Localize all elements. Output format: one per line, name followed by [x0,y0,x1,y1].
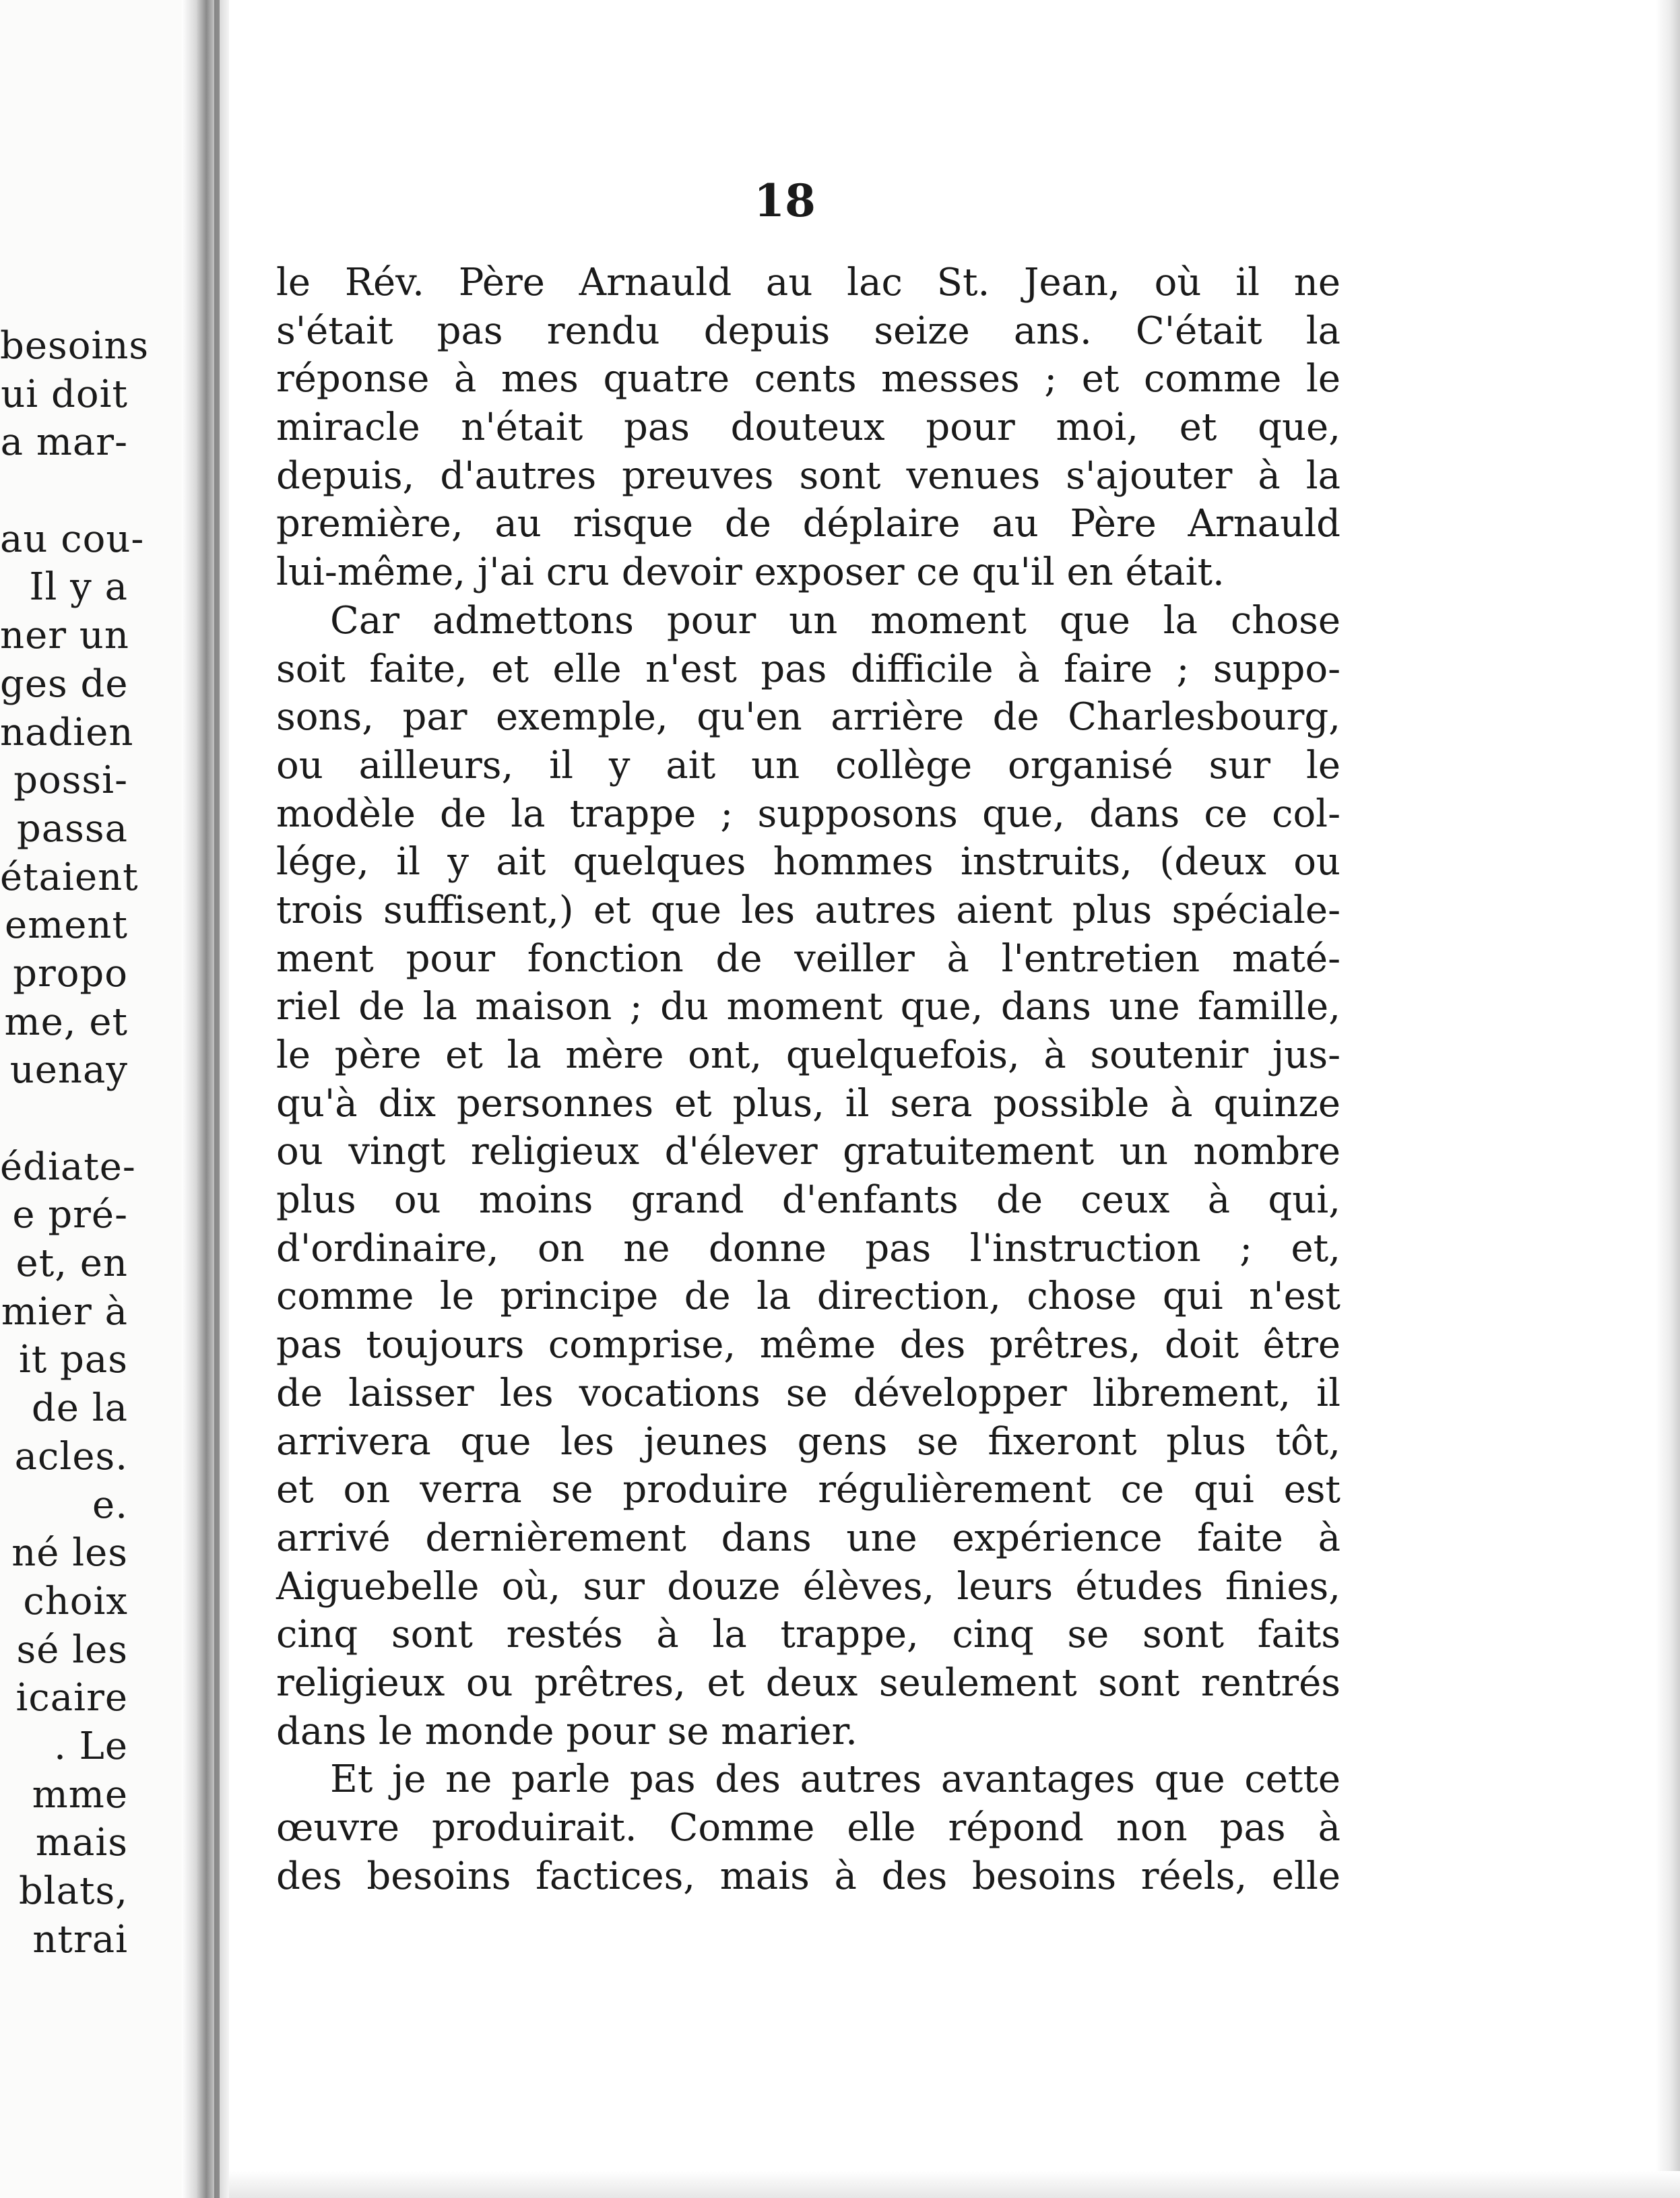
page-edge-right [1656,0,1680,2198]
left-line: de la [31,1386,128,1431]
text-line: pas toujours comprise, même des prêtres, doit être [276,1323,1340,1367]
text-line: œuvre produirait. Comme elle répond non pas à [276,1806,1340,1850]
text-line: ment pour fonction de veiller à l'entretien maté- [276,936,1340,981]
text-line: et on verra se produire régulièrement ce qui est [276,1468,1340,1512]
text-line: ou ailleurs, il y ait un collège organisé sur le [276,743,1340,787]
text-line: religieux ou prêtres, et deux seulement sont rentrés [276,1660,1340,1705]
text-line: comme le principe de la direction, chose qui n'est [276,1274,1340,1319]
text-line: première, au risque de déplaire au Père Arnauld [276,502,1340,546]
text-line: arrivera que les jeunes gens se fixeront plus tôt, [276,1419,1340,1464]
text-line: qu'à dix personnes et plus, il sera possible à quinze [276,1081,1340,1126]
left-line: me, et [4,1000,128,1044]
text-line: dans le monde pour se marier. [276,1709,858,1753]
text-line: depuis, d'autres preuves sont venues s'ajouter à la [276,453,1340,498]
text-line: des besoins factices, mais à des besoins réels, elle [276,1854,1340,1898]
text-line: d'ordinaire, on ne donne pas l'instruction ; et, [276,1226,1340,1270]
text-line: lége, il y ait quelques hommes instruits, (deux ou [276,840,1340,884]
text-line: miracle n'était pas douteux pour moi, et que, [276,406,1340,450]
left-line: édiate- [0,1144,136,1189]
left-page-fragment [0,0,202,2198]
text-line: le Rév. Père Arnauld au lac St. Jean, où il ne [276,261,1340,304]
text-line: ou vingt religieux d'élever gratuitement un nombre [276,1130,1340,1174]
text-line: lui-même, j'ai cru devoir exposer ce qu'il en était. [276,550,1225,595]
text-line: cinq sont restés à la trappe, cinq se sont faits [276,1613,1340,1657]
left-line: et, en [15,1241,128,1286]
text-line: le père et la mère ont, quelquefois, à soutenir jus- [276,1033,1340,1077]
text-line: s'était pas rendu depuis seize ans. C'était la [276,309,1340,353]
left-line: mais [35,1821,128,1865]
left-line: acles. [14,1434,128,1479]
left-line: possi- [13,758,128,803]
left-line: e. [92,1483,128,1527]
text-line: Et je ne parle pas des autres avantages que cette [330,1757,1340,1802]
text-line: de laisser les vocations se développer librement, il [276,1371,1340,1415]
left-line: ui doit [1,372,128,416]
left-line: blats, [18,1869,128,1913]
left-line: choix [23,1579,128,1623]
left-line: né les [11,1531,128,1576]
text-line: sons, par exemple, qu'en arrière de Charlesbourg, [276,695,1340,740]
left-line: . Le [54,1724,128,1768]
left-line: mme [32,1772,128,1817]
text-line: réponse à mes quatre cents messes ; et comme le [276,357,1340,401]
left-line: ntrai [32,1917,128,1962]
left-line: ges de [0,661,129,706]
left-line [0,1095,128,1143]
left-line: passa [16,806,128,851]
left-page-text [0,322,150,1964]
body-text [276,259,1340,1900]
left-line: ement [5,903,128,948]
left-line: uenay [9,1048,128,1093]
left-line [0,467,128,515]
left-line: Il y a [29,565,128,610]
left-line: nadien [0,710,134,754]
left-line: sé les [16,1627,128,1672]
text-line: trois suffisent,) et que les autres aient plus spéciale- [276,888,1340,932]
text-line: soit faite, et elle n'est pas difficile à faire ; suppo- [276,647,1340,691]
binding-gutter [182,0,229,2198]
page-edge-bottom [229,2171,1680,2198]
left-line: e pré- [12,1193,128,1237]
left-line: besoins [0,324,150,368]
text-line: modèle de la trappe ; supposons que, dans ce col- [276,791,1340,836]
text-line: arrivé dernièrement dans une expérience faite à [276,1516,1340,1560]
binding-shadow-line [214,0,220,2198]
text-line: riel de la maison ; du moment que, dans une famille, [276,985,1340,1029]
page-number: 18 [754,174,816,227]
left-line: a mar- [0,420,128,465]
left-line: icaire [15,1676,128,1720]
text-line: Aiguebelle où, sur douze élèves, leurs études finies, [276,1564,1340,1609]
text-line: plus ou moins grand d'enfants de ceux à qui, [276,1178,1340,1223]
left-line: au cou- [0,517,145,561]
left-line: ner un [0,614,129,658]
left-line: étaient [0,855,139,899]
left-line: mier à [1,1289,128,1334]
left-line: propo [13,951,128,996]
left-line: it pas [18,1338,128,1382]
text-line: Car admettons pour un moment que la chose [330,598,1340,643]
